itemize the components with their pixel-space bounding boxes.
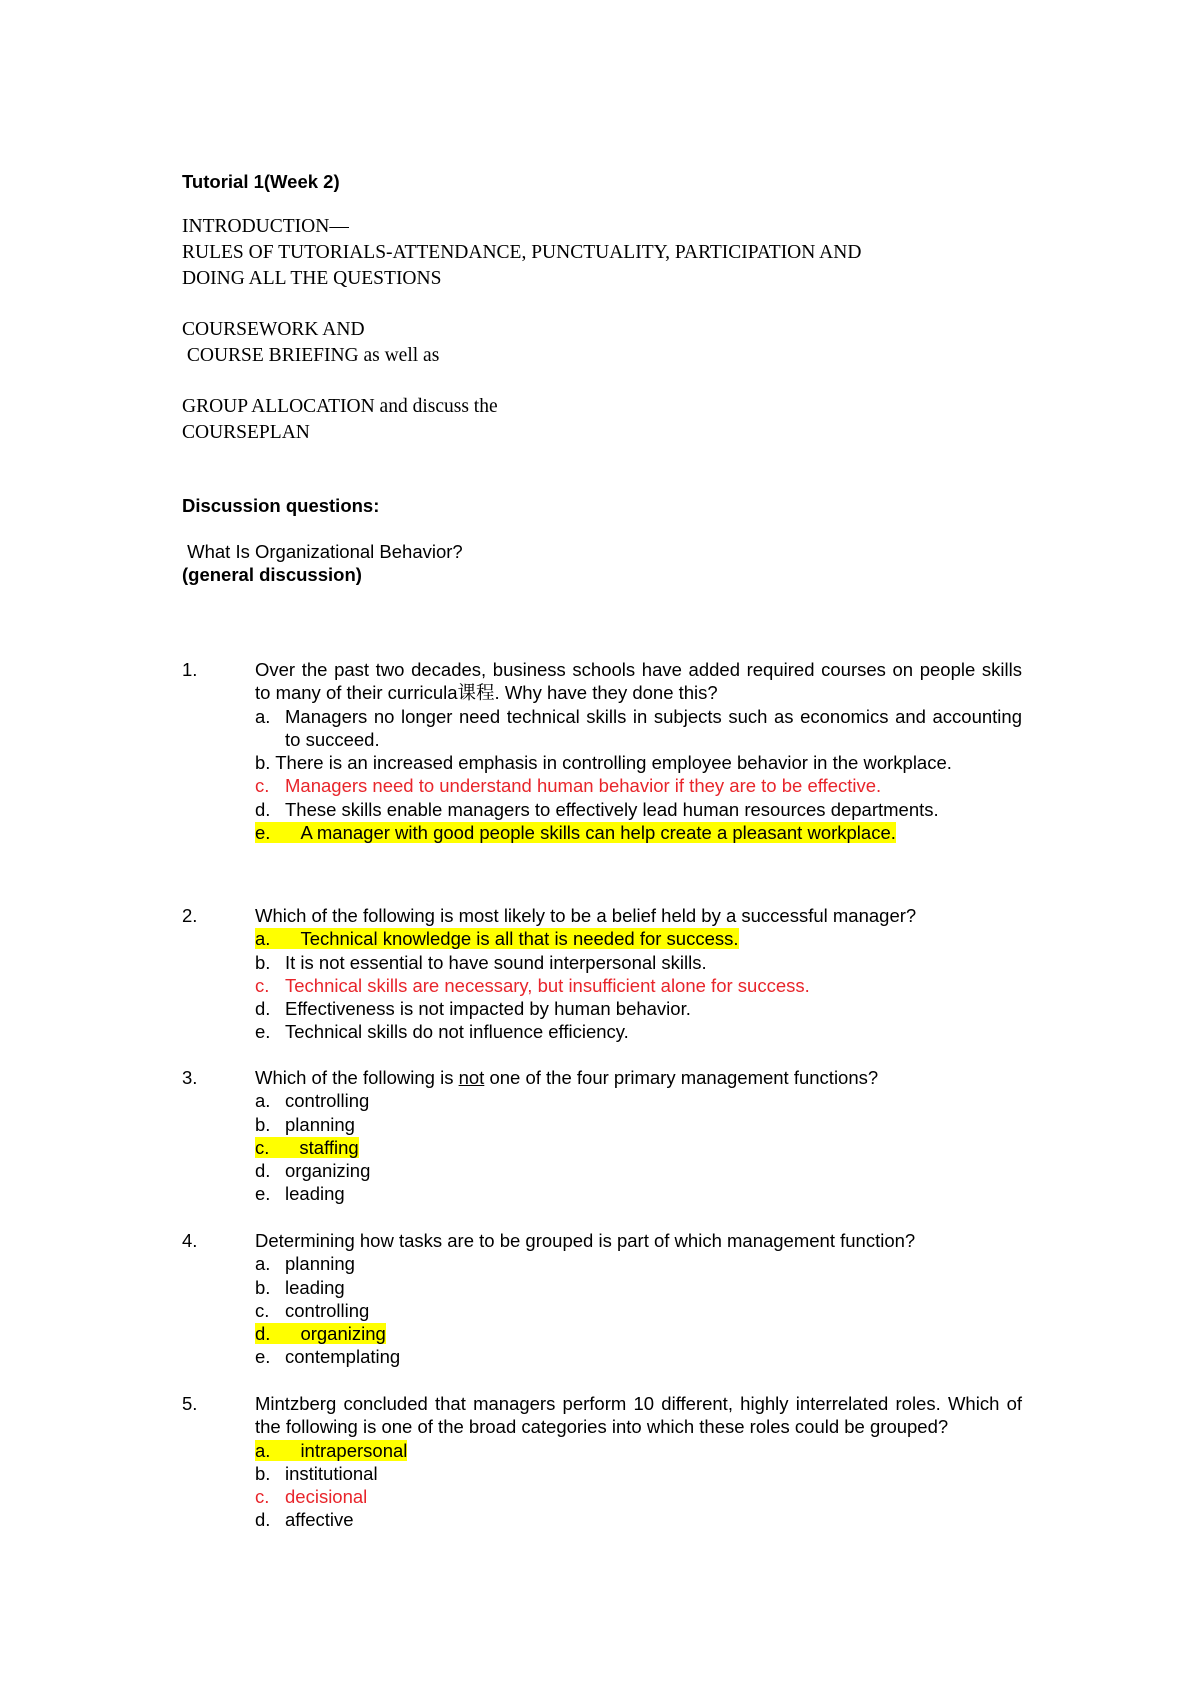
option-text: Technical knowledge is all that is needed for success. [300,928,739,950]
option-text: A manager with good people skills can help create a pleasant workplace. [300,822,896,844]
highlighted-answer [255,1323,386,1344]
option-letter: d. [255,998,271,1020]
option-letter: d. [255,1509,271,1531]
option-text: leading [285,1276,345,1298]
intro-line-1: INTRODUCTION— [182,216,349,237]
question-3 [182,1066,1022,1206]
coursework-line-2: COURSE BRIEFING as well as [182,345,440,366]
option-b [255,751,1022,774]
option-letter: a. [255,928,271,950]
question-stem: Mintzberg concluded that managers perform 10 different, highly interrelated roles. Which of the following is one of the broad categories into which these roles could be grouped? [255,1393,1022,1438]
option-letter: d. [255,798,271,820]
question-number: 3. [182,1067,198,1088]
option-text: decisional [285,1486,368,1508]
option-text: intrapersonal [300,1439,408,1461]
option-a [255,1089,1022,1112]
question-stem [255,1066,1022,1089]
stem-part: Which of the following is [255,1067,459,1088]
option-a [255,1439,1022,1462]
option-a [255,705,1022,752]
highlighted-answer [255,1440,407,1461]
discussion-subtitle: (general discussion) [182,564,362,585]
option-text: Managers no longer need technical skills in subjects such as economics and accounting to succeed. [285,705,1022,750]
highlighted-answer [255,1137,359,1158]
option-text: Effectiveness is not impacted by human behavior. [285,998,691,1020]
option-d [255,997,1022,1020]
discussion-heading: Discussion questions: [182,495,380,516]
option-text: institutional [285,1462,378,1484]
question-number: 1. [182,659,198,680]
question-stem: Over the past two decades, business schools have added required courses on people skills to many of their curricula课程. Why have they done this? [255,659,1022,704]
option-letter: b. [255,1462,271,1484]
option-text: Managers need to understand human behavior if they are to be effective. [285,775,882,797]
option-text: controlling [285,1090,370,1112]
option-letter: e. [255,822,271,844]
option-c [255,774,1022,797]
option-d [255,1322,1022,1345]
option-text: contemplating [285,1346,401,1368]
question-stem: Which of the following is most likely to be a belief held by a successful manager? [255,905,917,926]
option-letter: b. [255,951,271,973]
option-text: staffing [299,1136,359,1158]
option-d [255,1508,1022,1531]
option-letter: c. [255,974,270,996]
option-letter: b. [255,1113,271,1135]
option-a [255,927,1022,950]
question-2 [182,904,1022,1044]
option-text: It is not essential to have sound interpersonal skills. [285,951,707,973]
option-list [255,705,1022,845]
option-c [255,1299,1022,1322]
option-e [255,1345,1022,1368]
option-e [255,821,1022,844]
stem-emphasis: not [458,1067,485,1088]
option-text: Technical skills do not influence efficiency. [285,1021,629,1043]
option-letter: b. [255,1276,271,1298]
option-letter: b. [255,752,271,774]
option-list [255,927,1022,1043]
option-e [255,1020,1022,1043]
option-list [255,1252,1022,1368]
highlighted-answer [255,822,896,843]
page-title: Tutorial 1(Week 2) [182,171,340,192]
question-5 [182,1392,1022,1532]
question-stem: Determining how tasks are to be grouped is part of which management function? [255,1230,916,1251]
option-c [255,1136,1022,1159]
option-letter: a. [255,1253,271,1275]
stem-part: one of the four primary management functions? [484,1067,879,1088]
option-text: These skills enable managers to effectively lead human resources departments. [285,798,939,820]
option-letter: c. [255,775,270,797]
coursework-line-1: COURSEWORK AND [182,319,365,340]
option-letter: c. [255,1486,270,1508]
option-list [255,1089,1022,1205]
option-b [255,951,1022,974]
option-letter: a. [255,1439,271,1461]
option-text: organizing [300,1323,386,1345]
option-text: leading [285,1183,345,1205]
discussion-question: What Is Organizational Behavior? [182,541,463,562]
option-text: organizing [285,1160,371,1182]
highlighted-answer [255,928,739,949]
question-number: 2. [182,905,198,926]
option-letter: d. [255,1323,271,1345]
option-letter: a. [255,1090,271,1112]
intro-line-2: RULES OF TUTORIALS-ATTENDANCE, PUNCTUALITY, PARTICIPATION AND [182,242,862,263]
option-text: There is an increased emphasis in controlling employee behavior in the workplace. [275,752,952,774]
option-b [255,1113,1022,1136]
group-line-1: GROUP ALLOCATION and discuss the [182,396,498,417]
option-a [255,1252,1022,1275]
option-b [255,1276,1022,1299]
option-letter: d. [255,1160,271,1182]
option-c [255,974,1022,997]
option-letter: a. [255,705,271,727]
option-text: planning [285,1113,355,1135]
question-number: 4. [182,1230,198,1251]
option-letter: c. [255,1299,270,1321]
option-letter: e. [255,1183,271,1205]
option-d [255,798,1022,821]
option-text: planning [285,1253,355,1275]
option-c [255,1485,1022,1508]
option-letter: e. [255,1021,271,1043]
option-e [255,1182,1022,1205]
option-letter: c. [255,1136,270,1158]
group-line-2: COURSEPLAN [182,422,310,443]
option-d [255,1159,1022,1182]
option-text: Technical skills are necessary, but insufficient alone for success. [285,974,810,996]
question-number: 5. [182,1393,198,1414]
option-list [255,1439,1022,1532]
intro-line-3: DOING ALL THE QUESTIONS [182,268,442,289]
option-b [255,1462,1022,1485]
option-text: controlling [285,1299,370,1321]
option-letter: e. [255,1346,271,1368]
question-4 [182,1229,1022,1369]
question-1 [182,658,1022,844]
option-text: affective [285,1509,354,1531]
